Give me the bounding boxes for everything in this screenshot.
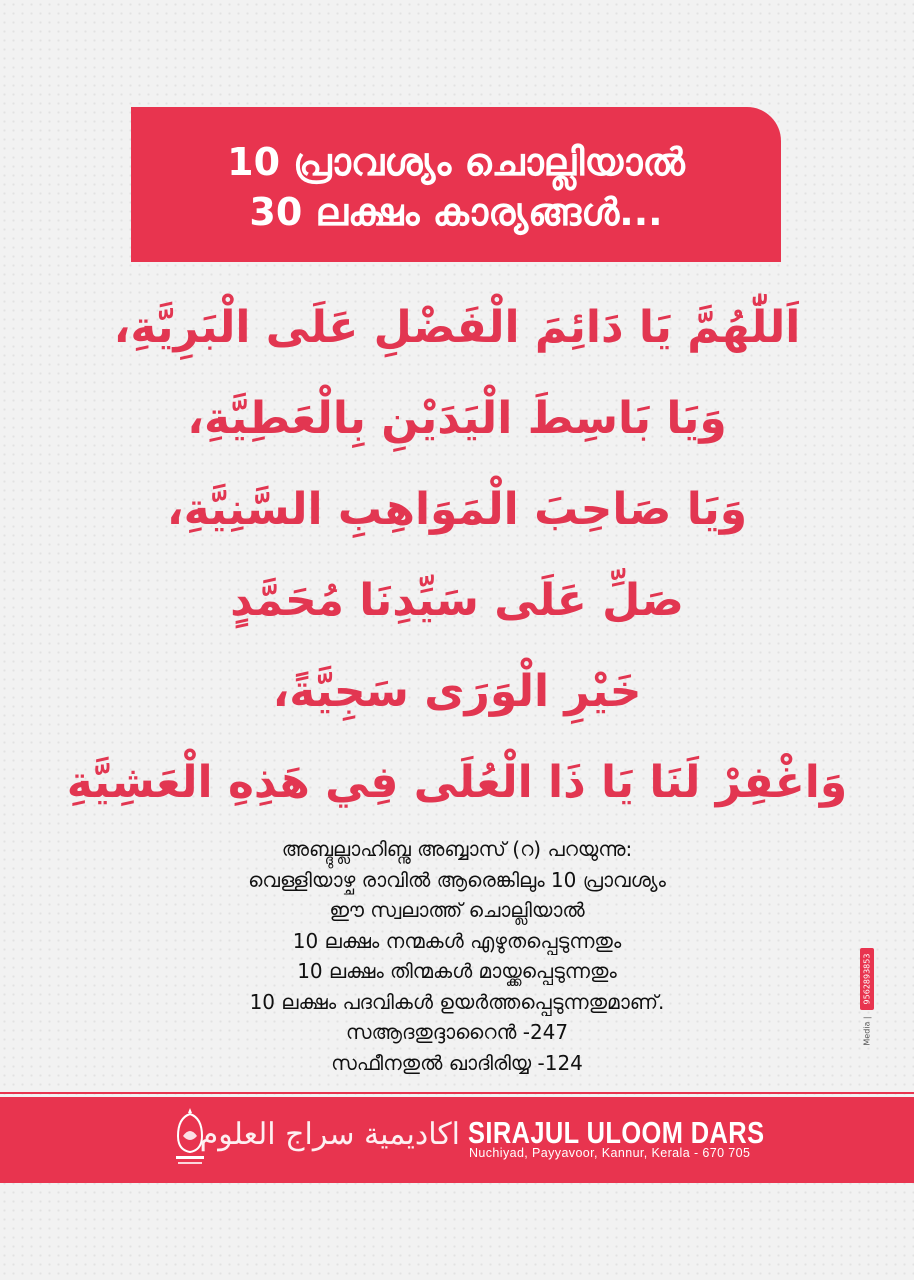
arabic-supplication (60, 282, 854, 828)
arabic-line: خَيْرِ الْوَرَى سَجِيَّةً، (272, 666, 642, 717)
phone-number: 9562893853 (862, 953, 872, 1005)
description-line: 10 ലക്ഷം നന്മകൾ എഴുതപ്പെടുന്നതും (292, 928, 622, 953)
title-line-1: 10 പ്രാവശ്യം ചൊല്ലിയാൽ (227, 140, 685, 184)
organization-name: SIRAJUL ULOOM DARS (468, 1115, 765, 1150)
description-line: വെള്ളിയാഴ്ച രാവിൽ ആരെങ്കിലും 10 പ്രാവശ്യം (248, 867, 666, 892)
description-line: 10 ലക്ഷം തിന്മകൾ മായ്ക്കപ്പെടുന്നതും (297, 959, 617, 983)
organization-address: Nuchiyad, Payyavoor, Kannur, Kerala - 670 705 (469, 1146, 751, 1160)
arabic-line: وَيَا بَاسِطَ الْيَدَيْنِ بِالْعَطِيَّةِ، (187, 393, 727, 444)
description-line: ഈ സ്വലാത്ത് ചൊല്ലിയാൽ (329, 898, 585, 922)
reference-line: സഫീനതുൽ ഖാദിരിയ്യ -124 (331, 1050, 583, 1075)
media-credit (856, 1016, 878, 1046)
title-banner (131, 107, 781, 262)
malayalam-description (80, 834, 834, 1078)
reference-line: സആദതുദ്ദാറൈൻ -247 (345, 1020, 569, 1044)
academy-calligraphy: اكاديمية سراج العلوم (199, 1117, 460, 1152)
arabic-line: اَللّٰهُمَّ يَا دَائِمَ الْفَضْلِ عَلَى الْبَرِيَّةِ، (113, 302, 801, 353)
description-line: അബ്ദുല്ലാഹിബ്നു അബ്ബാസ് (റ) പറയുന്നു: (281, 837, 633, 861)
media-label: Media | (862, 1016, 872, 1046)
arabic-line: وَيَا صَاحِبَ الْمَوَاهِبِ السَّنِيَّةِ، (166, 484, 748, 535)
phone-badge (860, 948, 874, 1010)
arabic-line: وَاغْفِرْ لَنَا يَا ذَا الْعُلَى فِي هَذِهِ الْعَشِيَّةِ (66, 757, 848, 808)
title-line-2: 30 ലക്ഷം കാര്യങ്ങൾ... (249, 190, 663, 234)
footer-divider (0, 1092, 914, 1094)
description-line: 10 ലക്ഷം പദവികൾ ഉയർത്തപ്പെടുന്നതുമാണ്. (249, 989, 665, 1014)
arabic-line: صَلِّ عَلَى سَيِّدِنَا مُحَمَّدٍ (230, 575, 684, 626)
